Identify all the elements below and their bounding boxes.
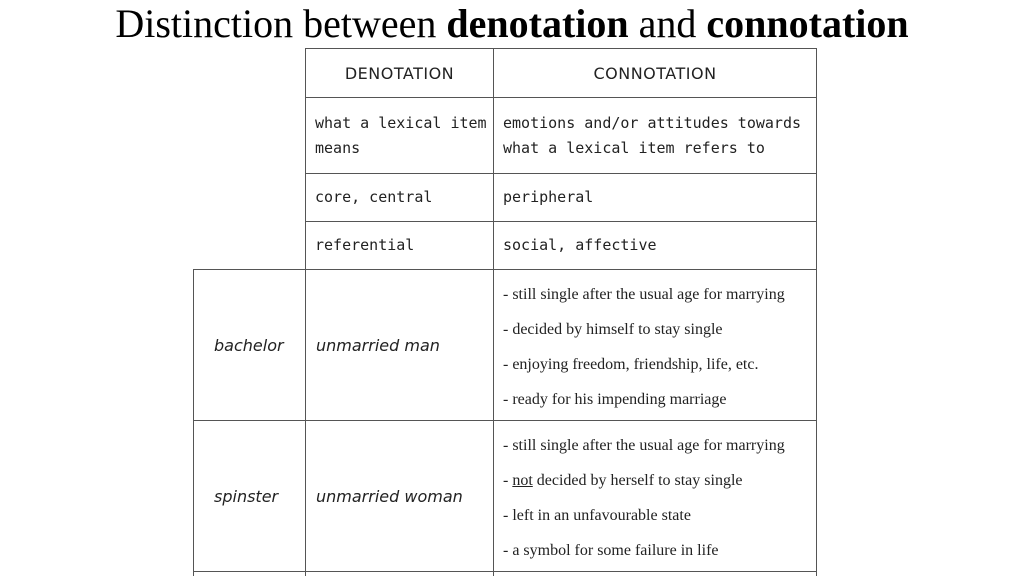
example-word-spinster: spinster bbox=[214, 486, 279, 506]
denotation-function: referential bbox=[315, 236, 415, 254]
example-connotations-spinster bbox=[503, 428, 815, 568]
list-item: - ready for his impending marriage bbox=[503, 391, 727, 408]
title-term-denotation: denotation bbox=[446, 1, 629, 46]
list-item: - enjoying freedom, friendship, life, etc. bbox=[503, 356, 759, 373]
denotation-scope: core, central bbox=[315, 188, 433, 206]
header-denotation: DENOTATION bbox=[344, 63, 455, 83]
table-border bbox=[193, 571, 817, 572]
table-border bbox=[493, 48, 494, 576]
denotation-definition: what a lexical item means bbox=[315, 113, 487, 157]
title-term-connotation: connotation bbox=[706, 1, 909, 46]
example-denotation-spinster: unmarried woman bbox=[316, 486, 463, 506]
header-connotation: CONNOTATION bbox=[593, 63, 717, 83]
connotation-scope: peripheral bbox=[503, 188, 594, 206]
table-border bbox=[816, 48, 817, 576]
list-item: - a symbol for some failure in life bbox=[503, 542, 719, 559]
slide-title bbox=[0, 0, 1024, 48]
table-border bbox=[193, 269, 194, 576]
emphasis-underline: not bbox=[512, 472, 533, 489]
table-border bbox=[305, 48, 306, 576]
connotation-function: social, affective bbox=[503, 236, 657, 254]
list-item: - decided by himself to stay single bbox=[503, 321, 723, 338]
title-middle: and bbox=[638, 1, 697, 46]
example-word-bachelor: bachelor bbox=[214, 335, 284, 355]
connotation-definition: emotions and/or attitudes towards what a lexical item refers to bbox=[503, 113, 802, 157]
list-item-underlined: - not decided by herself to stay single bbox=[503, 472, 743, 489]
list-item: - still single after the usual age for marrying bbox=[503, 437, 785, 454]
example-connotations-bachelor bbox=[503, 277, 815, 417]
list-item: - left in an unfavourable state bbox=[503, 507, 691, 524]
example-denotation-bachelor: unmarried man bbox=[316, 335, 440, 355]
list-item: - still single after the usual age for marrying bbox=[503, 286, 785, 303]
title-prefix: Distinction between bbox=[115, 1, 437, 46]
